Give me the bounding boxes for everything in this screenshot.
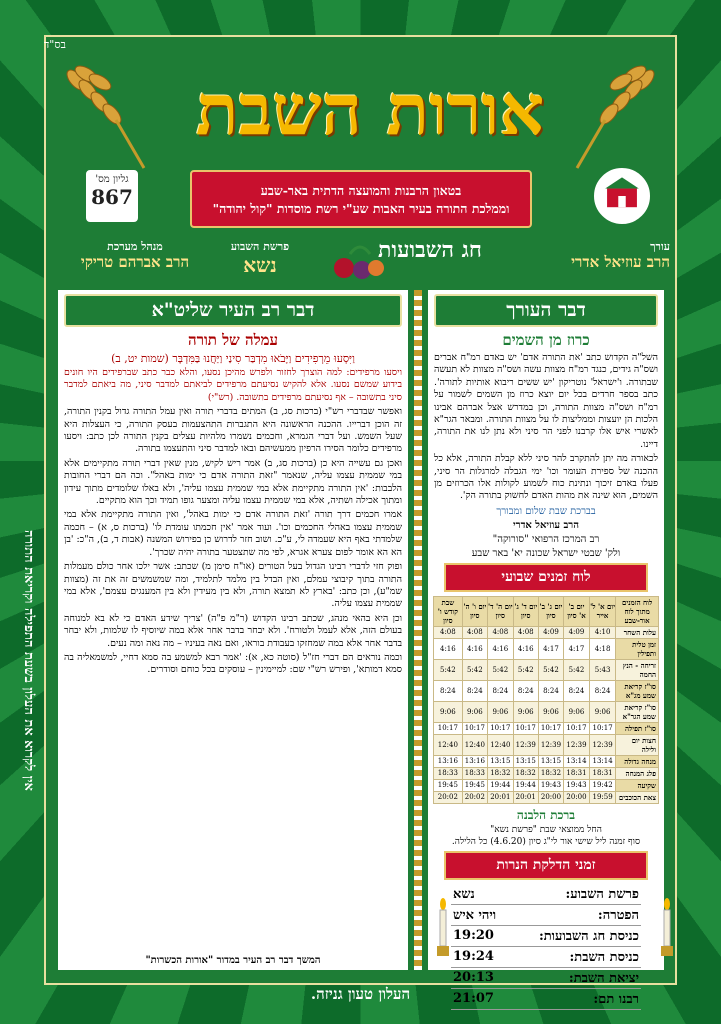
zman-time: 13:16 [462, 755, 487, 767]
levana-line: החל ממוצאי שבת "פרשת נשא" [490, 824, 602, 835]
candle-label: פרשת השבוע: [510, 884, 641, 905]
zman-time: 20:02 [434, 791, 463, 803]
masthead-editor [520, 240, 670, 272]
newsletter-title: אורות השבת [195, 68, 545, 151]
masthead-parasha [210, 240, 310, 278]
candle-icon [660, 898, 674, 958]
zman-time: 18:32 [513, 767, 538, 779]
rabbi-paragraph: ופוק חזי לדברי רבינו הגדול בעל הטורים (או"ח סימן מ) שכתב: אשר ילכו אחר כולם מעמלות התורה בתוך קיבוצי עמלם, ואין הבדל בין מלמד לתלמיד, ומה שמשמשים זה את זה (מצוות שמ"ע), וכן כתב: 'בארץ לא תמצא תורה, ולא בין מעידין ולא בין המענגים עצמם', אלא במי שממית עצמו עליה. [64, 561, 402, 610]
editor-paragraph: השל"ה הקדוש כתב 'את התורה אדם' יש באדם רמ"ח אברים ושס"ה גידים, כנגד רמ"ח מצוות עשה ושס"ה מצוות לא תעשה שבתורה. ו'ישראל' נוטריקון 'יש ששים ריבוא אותיות לתורה'. כתב בספר חרדים בכל יום יוצא כרוז מן השמים לשמור על רמ"ח ושס"ה מצוות התורה, וכן במדרש אצל אברהם אבינו הלכות הן יועצות וממליצות לו על מצוות התורה. ומבאר הגר"א לאשרי איש אלו קרבנו לפני הר סיני ולא נתן לנו את התורה, דיינו. [434, 352, 658, 450]
candles-banner: זמני הדלקת הנרות [444, 851, 648, 880]
zman-time: 5:42 [513, 659, 538, 680]
candle-value: נשא [451, 884, 510, 905]
banner-line-2: וממלכת התורה בעיר האבות שע"י רשת מוסדות "קול יהודה" [212, 201, 510, 216]
rabbi-paragraph: ואכן גם עשייה היא כן (ברכות סג, ב) אמר ריש לקיש, מנין שאין דברי תורה מתקיימים אלא במי שממית עצמו עליה, שנאמר "זאת התורה אדם כי ימות באהל". וכה הם דברי החובות הלבבות: 'אין התורה מתקיימת אלא במי שממית עצמו עליה', ולא באלו שלומדים מתוך עידון ומתוך אכילה ושתיה, אלא במי שממית עצמו עליה ומצער גופו תמיד וכך הוא מתקיים. [64, 457, 402, 507]
institution-logo-icon [592, 166, 652, 226]
zman-time: 9:06 [538, 701, 563, 722]
zman-time: 5:42 [462, 659, 487, 680]
zman-time: 5:42 [487, 659, 513, 680]
zman-time: 8:24 [564, 680, 590, 701]
zman-time: 9:06 [434, 701, 463, 722]
zmanim-row [434, 659, 659, 680]
column-divider [414, 290, 422, 970]
header-banner [190, 170, 532, 228]
editor-name: הרב עוזיאל אדרי [571, 253, 670, 271]
zman-time: 19:43 [564, 779, 590, 791]
zman-time: 19:44 [487, 779, 513, 791]
zman-time: 4:08 [434, 626, 463, 638]
zman-time: 9:06 [462, 701, 487, 722]
zman-time: 19:45 [434, 779, 463, 791]
zman-time: 12:39 [589, 734, 615, 755]
continued-note: המשך דבר רב העיר במדור "אורות הכשרות" [145, 955, 321, 966]
zman-name: פלג המנחה [616, 767, 659, 779]
zman-time: 9:06 [487, 701, 513, 722]
zman-time: 4:16 [513, 638, 538, 659]
signature-name: הרב עוזיאל אדרי [513, 519, 579, 531]
candle-label: הפטרה: [510, 904, 641, 925]
zman-time: 4:16 [434, 638, 463, 659]
zman-time: 8:24 [513, 680, 538, 701]
zman-name: צאת הכוכבים [616, 791, 659, 803]
rabbi-paragraph: ויסעו מרפידים: למה הוצרך לחזור ולפרש מהיכן נסעו, והלא כבר כתב שברפידים היו חונים בידוע שמשם נסעו. אלא להקיש נסיעתם מרפידים לביאתם למדבר סיני, מה ביאתם למדבר סיני בתשובה – אף נסיעתם מרפידים בתשובה. (רש"י) [64, 367, 402, 403]
rabbi-column-header: דבר רב העיר שליט"א [64, 294, 402, 327]
editor-label: עורך [650, 240, 670, 253]
rabbi-paragraph: וכן היא בהאי מנהג, שכתב רבינו הקדוש (ר"מ פ"ה) 'צריך שידע האדם כי לא בא למנוחה בעולם הזה, אלא לעמל ולטורח'. ולא יבחר בדבר אחר אלא במה שיוסיף לו שלמות, ולא יבחר בדבר אחר אלא במה שמחזקו בעבודת בוראו, ואם נאה בעיניו – מה נאה ומה נעים. [64, 612, 402, 649]
zman-time: 13:15 [513, 755, 538, 767]
zman-time: 18:32 [538, 767, 563, 779]
zman-time: 19:43 [538, 779, 563, 791]
zman-time: 12:40 [487, 734, 513, 755]
zman-time: 19:42 [589, 779, 615, 791]
zmanim-header-cell: יום א' ל' אייר [589, 596, 615, 626]
zman-time: 8:24 [434, 680, 463, 701]
zman-time: 9:06 [564, 701, 590, 722]
zman-time: 5:43 [589, 659, 615, 680]
candle-value: ויהי איש [451, 904, 510, 925]
candle-icon [436, 898, 450, 958]
zman-name: זריחה - הנץ החמה [616, 659, 659, 680]
candle-label: כניסת חג השבועות: [510, 925, 641, 946]
rabbi-column-subtitle: עמלה של תורה [187, 331, 279, 349]
signature-title: רב המרכז הרפואי "סורוקה" [492, 533, 600, 545]
page-footer: העלון טעון גניזה. [310, 985, 411, 1003]
rabbi-paragraph: ואפשר שבדברי רש"י (ברכות סג, ב) המתים בדברי תורה ואין עמל התורה גדול בקנין התורה, זה הוכן דברייו. ההכנה הראשונה היא התגברות התהצעמות בעסק התורה, כי העצלות היא שעל השמש. ועל דברי הגמרא, וחכמים נשמרו מלהיות עצלים בקנין התורה לכן כתב: ויסעו מרפידים כלומר הסירו הרפיון ממעשיהם ובאו למדבר סיני והתעצמו בתורה. [64, 406, 402, 455]
zman-time: 13:16 [434, 755, 463, 767]
candle-value: 19:24 [451, 946, 510, 967]
zmanim-row [434, 680, 659, 701]
issue-box [84, 168, 140, 224]
zman-time: 13:14 [564, 755, 590, 767]
zman-time: 18:32 [487, 767, 513, 779]
zman-time: 4:08 [513, 626, 538, 638]
zman-name: מנחה גדולה [616, 755, 659, 767]
issue-label: גליון מס' [95, 174, 129, 185]
zman-time: 18:33 [434, 767, 463, 779]
zman-time: 12:39 [564, 734, 590, 755]
zman-time: 9:06 [589, 701, 615, 722]
zman-time: 8:24 [538, 680, 563, 701]
signature-title: ולק' שבטי ישראל שכונה יא' באר שבע [471, 547, 621, 559]
signature-blessing: בברכת שבת שלום ומבורך [496, 505, 596, 517]
zmanim-header-cell: לוח הזמנים מתוך לוח אור-שבע [616, 596, 659, 626]
fruit-decoration-icon [330, 240, 390, 285]
zman-time: 8:24 [589, 680, 615, 701]
candle-label: כניסת השבת: [510, 946, 641, 967]
zmanim-row [434, 791, 659, 803]
zman-time: 5:42 [538, 659, 563, 680]
candle-value: 19:20 [451, 925, 510, 946]
zman-time: 13:15 [487, 755, 513, 767]
parasha-label: פרשת השבוע [230, 240, 290, 253]
zman-time: 5:42 [434, 659, 463, 680]
candle-row [451, 946, 641, 967]
bsd-mark: בס"ד [44, 38, 66, 51]
side-notice: אין לקרוא את העלון בשעת התפילה וקריאת התורה [21, 529, 36, 791]
zmanim-header-cell: יום ב' א' סיון [564, 596, 590, 626]
zmanim-row [434, 767, 659, 779]
zman-time: 4:08 [487, 626, 513, 638]
zman-time: 4:09 [538, 626, 563, 638]
zman-time: 4:10 [589, 626, 615, 638]
candle-row [451, 884, 641, 905]
zmanim-table [433, 596, 659, 804]
zman-time: 10:17 [487, 722, 513, 734]
zman-time: 12:40 [462, 734, 487, 755]
zmanim-row [434, 626, 659, 638]
zman-name: סו"ז קריאת שמע מג"א [616, 680, 659, 701]
zman-time: 13:15 [538, 755, 563, 767]
zman-time: 20:01 [513, 791, 538, 803]
manager-label: מנהל מערכת [107, 240, 163, 253]
zman-time: 4:09 [564, 626, 590, 638]
zman-name: זמן טלית ותפילין [616, 638, 659, 659]
zman-time: 4:17 [564, 638, 590, 659]
zman-time: 20:01 [487, 791, 513, 803]
zmanim-row [434, 701, 659, 722]
zman-time: 4:16 [462, 638, 487, 659]
zman-time: 4:17 [538, 638, 563, 659]
zmanim-header-cell: שבת קודש ו' סיון [434, 596, 463, 626]
zman-time: 10:17 [462, 722, 487, 734]
editor-column-header: דבר העורך [434, 294, 658, 327]
candle-value: 20:13 [451, 967, 510, 988]
candle-row [451, 925, 641, 946]
masthead-manager [70, 240, 200, 272]
zman-time: 19:45 [462, 779, 487, 791]
zman-time: 19:59 [589, 791, 615, 803]
zman-time: 10:17 [589, 722, 615, 734]
zman-time: 12:39 [538, 734, 563, 755]
zman-name: סו"ז קריאת שמע הגר"א [616, 701, 659, 722]
zman-time: 12:39 [513, 734, 538, 755]
verse [64, 352, 402, 365]
zmanim-header-cell: יום ד' ג' סיון [513, 596, 538, 626]
zman-time: 9:06 [513, 701, 538, 722]
zmanim-header-cell: יום ג' ב' סיון [538, 596, 563, 626]
candle-label: יציאת השבת: [510, 967, 641, 988]
wheat-icon [56, 60, 146, 170]
zman-time: 10:17 [434, 722, 463, 734]
zman-name: חצות יום ולילה [616, 734, 659, 755]
zman-time: 19:44 [513, 779, 538, 791]
levana-line: סוף זמנה ליל שישי אור לי"ג סיון (4.6.20) כל הלילה. [451, 836, 641, 847]
holiday-title: חג השבועות [378, 237, 482, 263]
verse-ref: (שמות יט, ב) [111, 352, 169, 365]
verse-text: וַיִּסְעוּ מֵרְפִידִים וַיָּבֹאוּ מִדְבַּר סִינַי וַיַּחֲנוּ בַּמִּדְבָּר [172, 352, 355, 365]
zmanim-row [434, 779, 659, 791]
zman-time: 20:02 [462, 791, 487, 803]
zman-time: 18:33 [462, 767, 487, 779]
rabbi-paragraph: אמרו חכמים דרך תורה 'זאת התורה אדם כי ימות באהל', ואין התורה מתקיימת אלא במי שממית עצמו באהלי החכמים וכו'. ועוד אמר 'אין חכמתו עומדת לו' (ברכות ס, א) – חכמה שלמדתי באף היא שעמדה לי, ע"כ. ושוב חזר לדרוש כן בפירוש המשנה (אבות ד, ב), ה"כ: 'בן הא הא אומר לפום צערא אגרא, לפי מה שתצטער בתורה יהיה שכרך'. [64, 509, 402, 558]
zman-time: 8:24 [487, 680, 513, 701]
zman-time: 4:16 [487, 638, 513, 659]
zman-time: 20:00 [564, 791, 590, 803]
zman-time: 13:14 [589, 755, 615, 767]
zman-time: 20:00 [538, 791, 563, 803]
candle-label: רבנו תם: [510, 988, 641, 1009]
zman-time: 12:40 [434, 734, 463, 755]
zmanim-banner: לוח זמנים שבועי [444, 563, 648, 592]
editor-column-subtitle: כרוז מן השמים [502, 331, 590, 349]
zman-time: 10:17 [513, 722, 538, 734]
banner-line-1: בטאון הרבנות והמועצה הדתית באר-שבע [260, 183, 462, 198]
manager-name: הרב אברהם טריקי [80, 253, 190, 271]
candle-value: 21:07 [451, 988, 510, 1009]
rabbi-paragraph: וכמה נוראים הם דברי חז"ל (סוטה כא, א): 'אמר רבא למשמע בה סמא דחיי, למשמאליה בה סמא דמותא', ופירש רש"י שם: למיימינין – עוסקים בכל כוחם וסודרים. [64, 651, 402, 676]
zman-name: שקיעה [616, 779, 659, 791]
editor-column [428, 290, 664, 1007]
candle-row [451, 904, 641, 925]
zmanim-row [434, 638, 659, 659]
zmanim-row [434, 734, 659, 755]
zman-time: 4:08 [462, 626, 487, 638]
zmanim-row [434, 722, 659, 734]
editor-paragraph: לכאורה מה יתן להתקרב להר סיני ללא קבלת התורה, אלא כל ההכנה של ספירת העומר וכו' ימי הגבלה למרגלות הר סיני, פעלו באדם זיכוך ונתינת כוח לשמוע לקולות אלו הכרוזים מן השמים, הוא שינה את מהות האדם לחשוק בתורה הק'. [434, 453, 658, 502]
levana-title: ברכת הלבנה [516, 807, 576, 822]
zman-time: 10:17 [564, 722, 590, 734]
zman-time: 10:17 [538, 722, 563, 734]
parasha-name: נשא [243, 253, 277, 277]
zman-name: סו"ז תפילה [616, 722, 659, 734]
issue-number: 867 [91, 185, 133, 209]
zmanim-header-cell: יום ה' ד' סיון [487, 596, 513, 626]
zman-time: 18:31 [589, 767, 615, 779]
zmanim-header-cell: יום ו' ה' סיון [462, 596, 487, 626]
zman-time: 4:18 [589, 638, 615, 659]
zmanim-row [434, 755, 659, 767]
zman-time: 5:42 [564, 659, 590, 680]
rabbi-column [58, 290, 408, 970]
zman-time: 8:24 [462, 680, 487, 701]
zman-name: עלות השחר [616, 626, 659, 638]
zman-time: 18:31 [564, 767, 590, 779]
